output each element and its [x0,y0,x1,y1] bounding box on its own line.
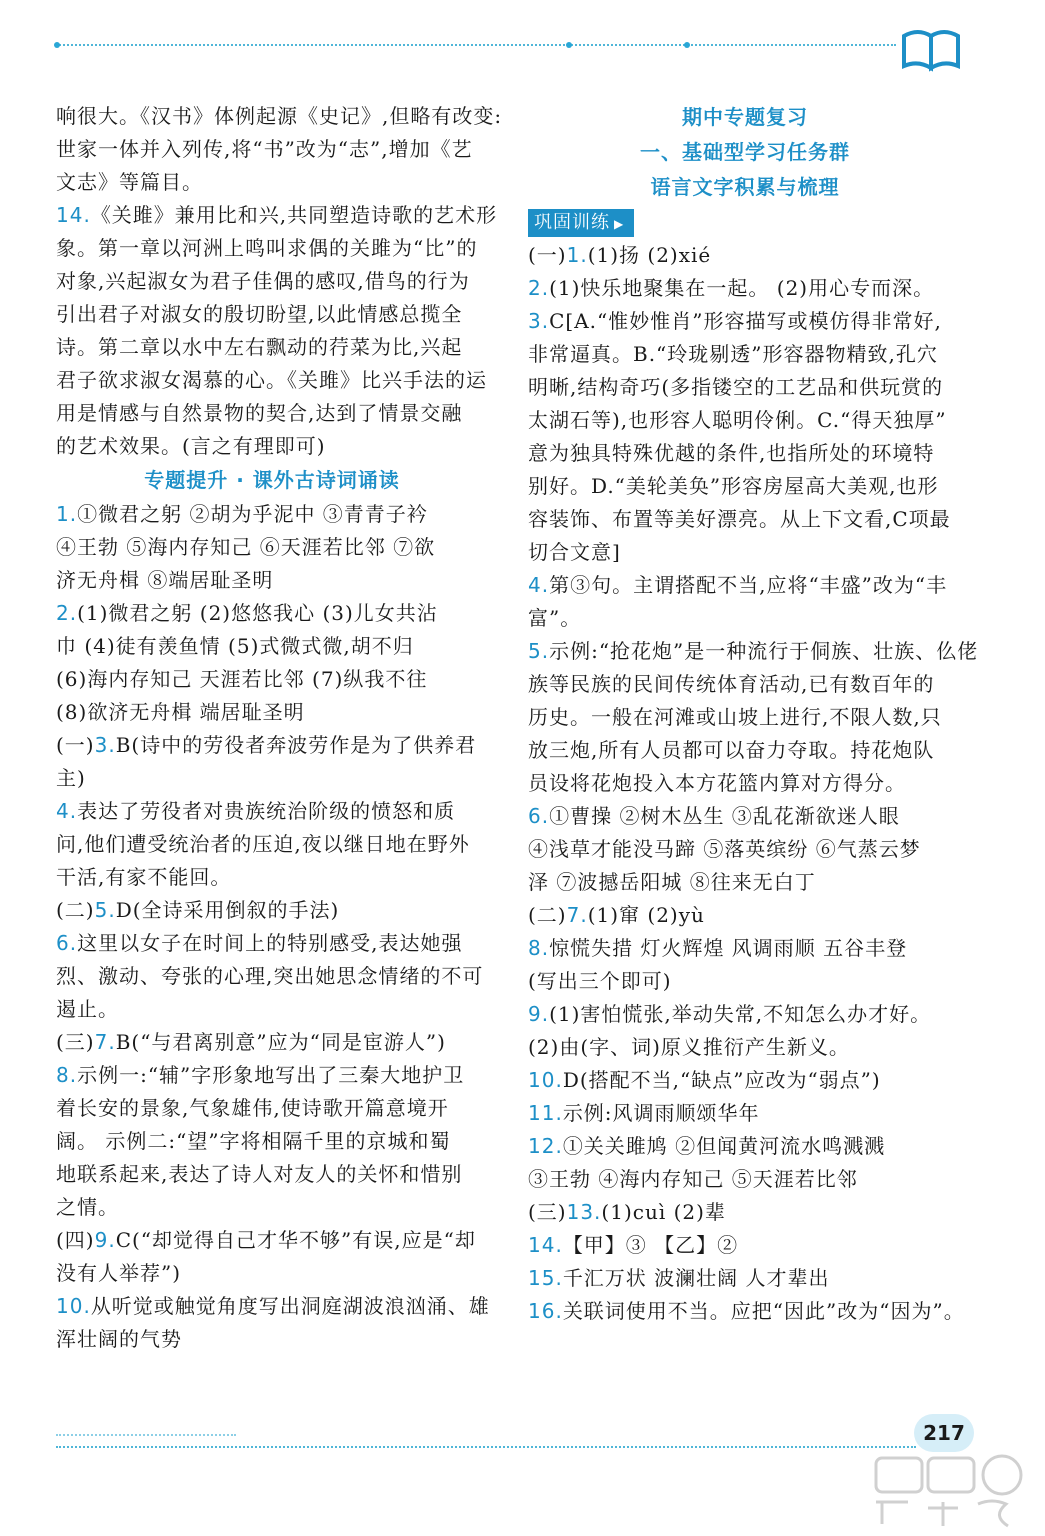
answer-line [528,1097,962,1130]
item-text: ①微君之躬 ②胡为乎泥中 ③青青子衿 [77,502,428,526]
answer-line [528,635,979,668]
answer-line: 世家一体并入列传,将“书”改为“志”,增加《艺 [56,137,473,161]
footer-dotted-rule [56,1446,916,1448]
answer-line: 巾 (4)徒有羡鱼情 (5)式微式微,胡不归 [56,634,414,658]
right-column [528,100,979,1328]
item-number: 6. [56,931,78,955]
answer-line: 历史。一般在河滩或山坡上进行,不限人数,只 [528,705,942,729]
item-group-label: (三) [56,1030,95,1054]
answer-line: 诗。第二章以水中左右飘动的荇菜为比,兴起 [56,335,463,359]
answer-line [56,1026,488,1059]
item-number: 9. [94,1228,116,1252]
answer-line: 着长安的景象,气象雄伟,使诗歌开篇意境开 [56,1096,449,1120]
answer-line: 放三炮,所有人员都可以奋力夺取。持花炮队 [528,738,935,762]
item-text: (1)cuì (2)辈 [601,1200,726,1224]
item-text: 【甲】③ 【乙】② [562,1233,739,1257]
answer-line: 富”。 [528,606,582,630]
header-dot [566,42,572,48]
answer-line [528,1229,962,1262]
item-text: B(诗中的劳役者奔波劳作是为了供养君 [115,733,477,757]
item-text: B(“与君离别意”应为“同是宦游人”) [115,1030,446,1054]
answer-line: 浑壮阔的气势 [56,1327,182,1351]
item-number: 11. [528,1101,563,1125]
answer-line: 员设将花炮投入本方花篮内算对方得分。 [528,771,906,795]
answer-line: 的艺术效果。(言之有理即可) [56,434,326,458]
answer-line [528,932,962,965]
answer-line: 之情。 [56,1195,119,1219]
answer-line [528,272,962,305]
banner-label: 巩固训练 [534,212,610,233]
item-group-label: (三) [528,1200,567,1224]
answer-line [528,1130,962,1163]
answer-line: 君子欲求淑女渴慕的心。《关雎》比兴手法的运 [56,368,487,392]
item-number: 10. [528,1068,563,1092]
item-text: 表达了劳役者对贵族统治阶级的愤怒和质 [77,799,456,823]
chapter-heading: 期中专题复习 [682,105,808,129]
item-text: 从听觉或触觉角度写出洞庭湖波浪汹涌、雄 [90,1294,490,1318]
answer-line [528,1295,965,1328]
open-book-icon [900,22,962,72]
item-text: 示例一:“辅”字形象地写出了三秦大地护卫 [77,1063,465,1087]
answer-line: (8)欲济无舟楫 端居耻圣明 [56,700,305,724]
item-group-label: (二) [56,898,95,922]
answer-line [56,894,488,927]
item-text: 第③句。主谓搭配不当,应将“丰盛”改为“丰 [549,573,948,597]
item-group-label: (一) [528,243,567,267]
answer-line: 对象,兴起淑女为君子佳偶的感叹,借鸟的行为 [56,269,470,293]
item-group-label: (二) [528,903,567,927]
answer-line: 太湖石等),也形容人聪明伶俐。C.“得天独厚” [528,408,947,432]
item-text: 关联词使用不当。应把“因此”改为“因为”。 [562,1299,965,1323]
item-number: 4. [56,799,78,823]
header-dot [684,42,690,48]
site-watermark-logo [868,1452,1038,1532]
item-text: (1)微君之躬 (2)悠悠我心 (3)儿女共沾 [77,601,438,625]
header-dot [54,42,60,48]
answer-line: 切合文意] [528,540,621,564]
answer-line: 象。第一章以河洲上鸣叫求偶的关雎为“比”的 [56,236,478,260]
item-text: C(“却觉得自己才华不够”有误,应是“却 [115,1228,476,1252]
item-number: 7. [94,1030,116,1054]
item-text: 《关雎》兼用比和兴,共同塑造诗歌的艺术形 [90,203,498,227]
banner-row [528,205,962,239]
footer-dotted-rule-short [56,1434,236,1436]
answer-line: 地联系起来,表达了诗人对友人的关怀和惜别 [56,1162,463,1186]
answer-line: 遏止。 [56,997,119,1021]
item-text: 示例:风调雨顺颂华年 [562,1101,760,1125]
section-title: 专题提升 · 课外古诗词诵读 [144,468,400,492]
answer-line: (2)由(字、词)原义推衍产生新义。 [528,1035,850,1059]
answer-line: 干活,有家不能回。 [56,865,232,889]
answer-line [528,305,962,338]
answer-line: 容装饰、布置等美好漂亮。从上下文看,C项最 [528,507,951,531]
header-dotted-rule [56,44,896,46]
answer-line [56,729,488,762]
item-number: 12. [528,1134,563,1158]
chapter-subheading: 一、基础型学习任务群 [640,140,850,164]
item-number: 9. [528,1002,550,1026]
chapter-subheading-2: 语言文字积累与梳理 [650,175,840,199]
item-number: 5. [528,639,550,663]
item-text: D(全诗采用倒叙的手法) [115,898,340,922]
item-group-label: (四) [56,1228,95,1252]
answer-line: 文志》等篇目。 [56,170,203,194]
answer-line [56,498,488,531]
item-number: 3. [528,309,550,333]
answer-line: 泽 ⑦波撼岳阳城 ⑧往来无白丁 [528,870,816,894]
answer-line [528,1064,962,1097]
item-text: (1)快乐地聚集在一起。 (2)用心专而深。 [549,276,935,300]
item-number: 2. [56,601,78,625]
item-number: 2. [528,276,550,300]
item-number: 7. [566,903,588,927]
play-triangle-icon: ▶ [614,217,625,231]
item-text: D(搭配不当,“缺点”应改为“弱点”) [562,1068,881,1092]
answer-line: 意为独具特殊优越的条件,也指所处的环境特 [528,441,935,465]
item-number: 8. [528,936,550,960]
answer-line [528,1196,962,1229]
answer-line [528,569,962,602]
answer-line: ③王勃 ④海内存知己 ⑤天涯若比邻 [528,1167,858,1191]
item-number: 3. [94,733,116,757]
answer-line [528,998,962,1031]
item-text: (1)窜 (2)yù [587,903,705,927]
item-number: 10. [56,1294,91,1318]
item-text: ①曹操 ②树木丛生 ③乱花渐欲迷人眼 [549,804,900,828]
answer-line: ④浅草才能没马蹄 ⑤落英缤纷 ⑥气蒸云梦 [528,837,921,861]
left-column [56,100,503,1356]
item-text: C[A.“惟妙惟肖”形容描写或模仿得非常好, [549,309,942,333]
item-number: 4. [528,573,550,597]
answer-line: 烈、激动、夸张的心理,突出她思念情绪的不可 [56,964,484,988]
item-number: 14. [56,203,91,227]
item-text: ①关关雎鸠 ②但闻黄河流水鸣溅溅 [562,1134,886,1158]
item-text: 千汇万状 波澜壮阔 人才辈出 [562,1266,830,1290]
item-number: 5. [94,898,116,922]
answer-line [528,239,962,272]
item-text: (1)扬 (2)xié [587,243,712,267]
item-text: 这里以女子在时间上的特别感受,表达她强 [77,931,463,955]
answer-line [56,1290,488,1323]
item-group-label: (一) [56,733,95,757]
item-text: 示例:“抢花炮”是一种流行于侗族、壮族、仫佬 [549,639,979,663]
answer-line: 族等民族的民间传统体育活动,已有数百年的 [528,672,935,696]
item-number: 14. [528,1233,563,1257]
answer-line [528,899,962,932]
answer-line [528,1262,962,1295]
item-number: 15. [528,1266,563,1290]
item-text: (1)害怕慌张,举动失常,不知怎么办才好。 [549,1002,932,1026]
item-number: 16. [528,1299,563,1323]
answer-line: 问,他们遭受统治者的压迫,夜以继日地在野外 [56,832,470,856]
item-text: 惊慌失措 灯火辉煌 风调雨顺 五谷丰登 [549,936,908,960]
answer-line: ④王勃 ⑤海内存知己 ⑥天涯若比邻 ⑦欲 [56,535,436,559]
answer-line: 明晰,结构奇巧(多指镂空的工艺品和供玩赏的 [528,375,944,399]
answer-line: 非常逼真。B.“玲珑剔透”形容器物精致,孔穴 [528,342,938,366]
answer-line [56,597,488,630]
answer-line [56,927,488,960]
answer-line: 济无舟楫 ⑧端居耻圣明 [56,568,274,592]
answer-line [56,1224,488,1257]
answer-line: (6)海内存知己 天涯若比邻 (7)纵我不往 [56,667,428,691]
answer-line [56,1059,488,1092]
answer-line: 没有人举荐”) [56,1261,182,1285]
answer-line: 阔。 示例二:“望”字将相隔千里的京城和蜀 [56,1129,451,1153]
answer-line: 别好。D.“美轮美奂”形容房屋高大美观,也形 [528,474,939,498]
answer-line: 主) [56,766,86,790]
answer-line [528,800,962,833]
answer-line: 引出君子对淑女的殷切盼望,以此情感总揽全 [56,302,463,326]
answer-line: (写出三个即可) [528,969,672,993]
page-number: 217 [914,1414,974,1452]
answer-line: 响很大。《汉书》体例起源《史记》,但略有改变: [56,104,503,128]
answer-line [56,199,498,232]
item-number: 13. [566,1200,602,1224]
item-number: 6. [528,804,550,828]
answer-line: 用是情感与自然景物的契合,达到了情景交融 [56,401,463,425]
practice-banner [528,209,634,237]
item-number: 1. [566,243,588,267]
answer-line [56,795,488,828]
item-number: 1. [56,502,78,526]
item-number: 8. [56,1063,78,1087]
